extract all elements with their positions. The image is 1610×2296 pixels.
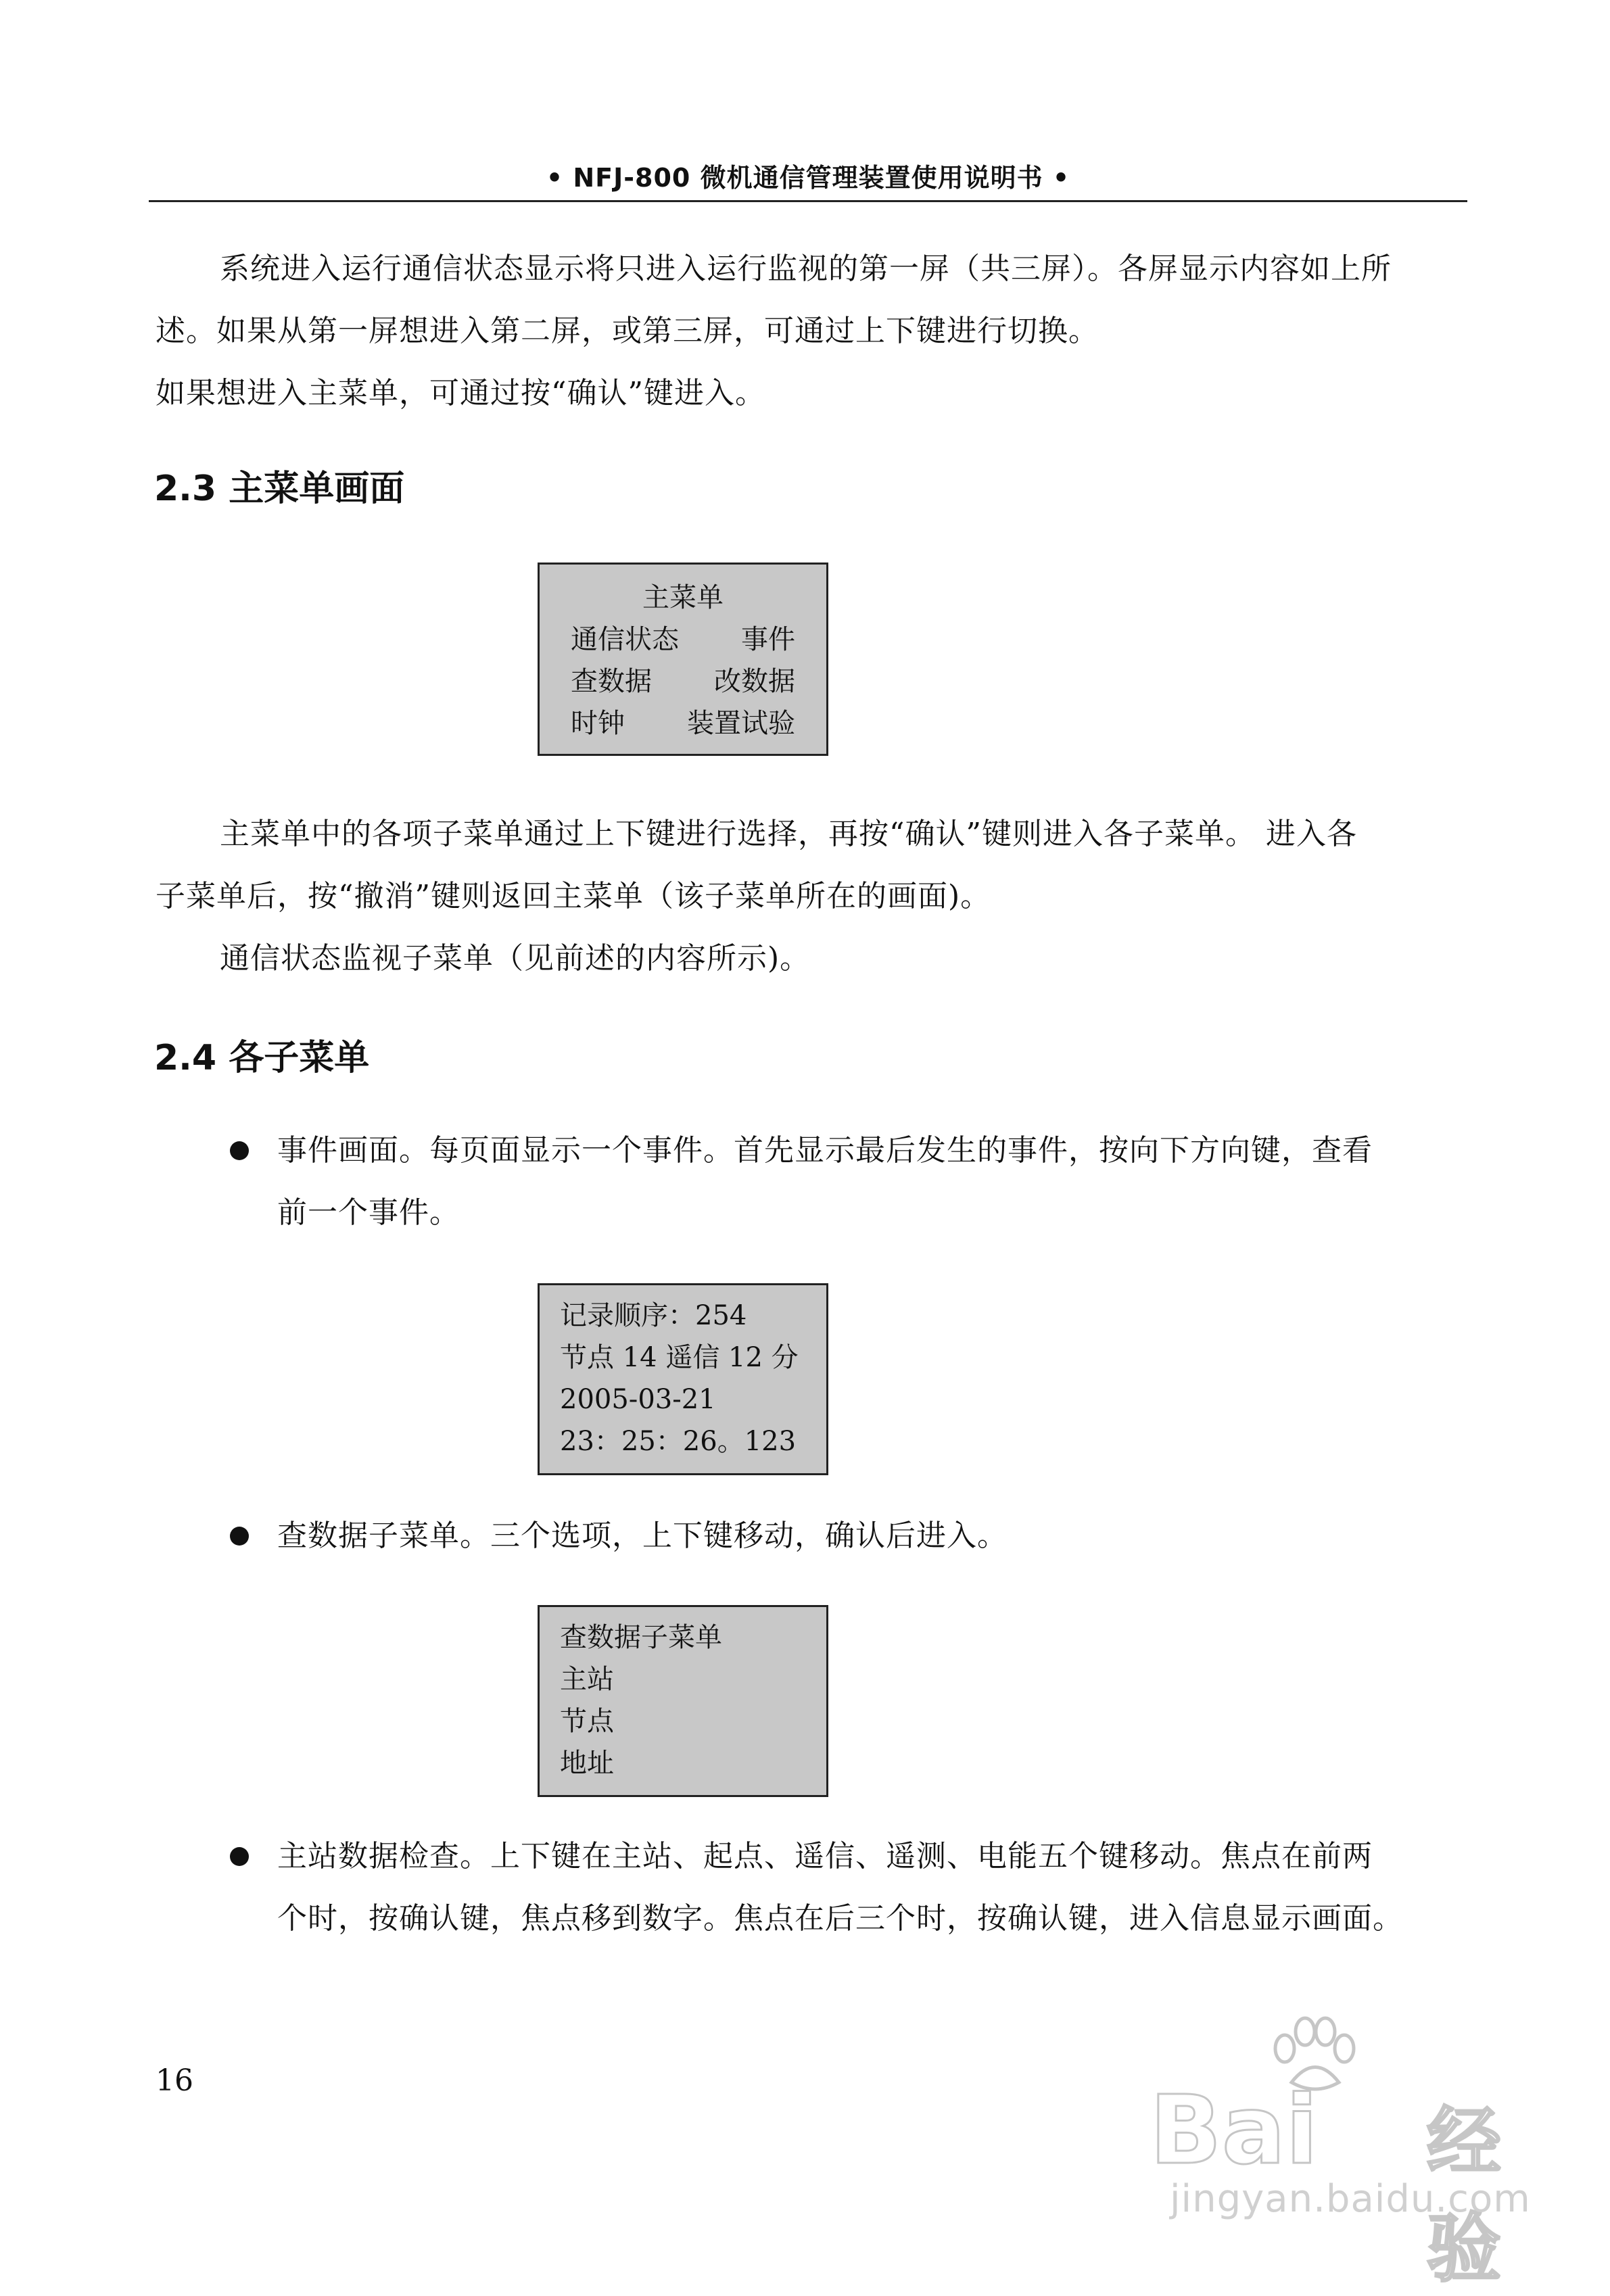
event-node-signal: 节点 14 遥信 12 分	[560, 1342, 799, 1373]
event-time: 23：25：26。123	[560, 1426, 797, 1457]
query-data-screen	[538, 1605, 828, 1797]
menu-item-event: 事件	[741, 624, 795, 655]
menu-item-query-data: 查数据	[571, 666, 652, 697]
watermark-url: jingyan.baidu.com	[1170, 2177, 1531, 2221]
main-menu-row	[540, 661, 826, 702]
query-option-address: 地址	[560, 1748, 614, 1779]
query-option-master: 主站	[560, 1664, 614, 1695]
menu-item-comm-status: 通信状态	[571, 624, 679, 655]
menu-desc-line-3: 通信状态监视子菜单（见前述的内容所示)。	[220, 941, 811, 976]
bullet-dot-icon	[230, 1527, 249, 1546]
bullet-event-line-1: 事件画面。每页面显示一个事件。首先显示最后发生的事件，按向下方向键，查看	[277, 1133, 1373, 1168]
watermark-logo-jingyan: 经验	[1427, 2099, 1501, 2292]
intro-paragraph	[156, 238, 1467, 425]
bullet-dot-icon	[230, 1141, 249, 1160]
section-2-3-heading: 2.3 主菜单画面	[154, 469, 405, 509]
main-menu-row	[540, 702, 826, 744]
document-header: • NFJ-800 微机通信管理装置使用说明书 •	[546, 163, 1070, 193]
watermark	[1143, 2015, 1531, 2292]
menu-item-clock: 时钟	[571, 708, 625, 739]
intro-line-3: 如果想进入主菜单，可通过按“确认”键进入。	[156, 376, 765, 410]
query-option-node: 节点	[560, 1706, 614, 1737]
bullet-master-line-1: 主站数据检查。上下键在主站、起点、遥信、遥测、电能五个键移动。焦点在前两	[277, 1839, 1373, 1873]
bullet-text	[277, 1505, 1467, 1567]
main-menu-row	[540, 619, 826, 661]
bullet-text	[277, 1825, 1467, 1950]
bullet-query-line-1: 查数据子菜单。三个选项，上下键移动，确认后进入。	[277, 1518, 1008, 1553]
bullet-text	[277, 1120, 1467, 1244]
intro-line-1: 系统进入运行通信状态显示将只进入运行监视的第一屏（共三屏）。各屏显示内容如上所	[220, 252, 1392, 286]
intro-line-2: 述。如果从第一屏想进入第二屏，或第三屏，可通过上下键进行切换。	[156, 314, 1099, 348]
bullet-master-line-2: 个时，按确认键，焦点移到数字。焦点在后三个时，按确认键，进入信息显示画面。	[277, 1901, 1403, 1936]
main-menu-screen	[538, 563, 828, 756]
section-2-4-heading: 2.4 各子菜单	[154, 1038, 370, 1078]
event-record-sequence: 记录顺序：254	[560, 1300, 747, 1331]
header-rule	[149, 200, 1467, 202]
bullet-event-line-2: 前一个事件。	[277, 1195, 460, 1230]
bullet-dot-icon	[230, 1847, 249, 1866]
event-date: 2005-03-21	[560, 1384, 716, 1415]
menu-desc-line-1: 主菜单中的各项子菜单通过上下键进行选择，再按“确认”键则进入各子菜单。 进入各	[220, 817, 1357, 851]
menu-item-device-test: 装置试验	[687, 708, 795, 739]
watermark-logo: Bai	[1150, 2076, 1319, 2186]
event-screen	[538, 1283, 828, 1475]
menu-item-edit-data: 改数据	[714, 666, 795, 697]
menu-description	[156, 803, 1467, 990]
menu-desc-line-2: 子菜单后，按“撤消”键则返回主菜单（该子菜单所在的画面)。	[156, 879, 991, 913]
page-number: 16	[156, 2063, 193, 2098]
query-screen-title: 查数据子菜单	[560, 1622, 722, 1653]
main-menu-title: 主菜单	[642, 582, 724, 613]
